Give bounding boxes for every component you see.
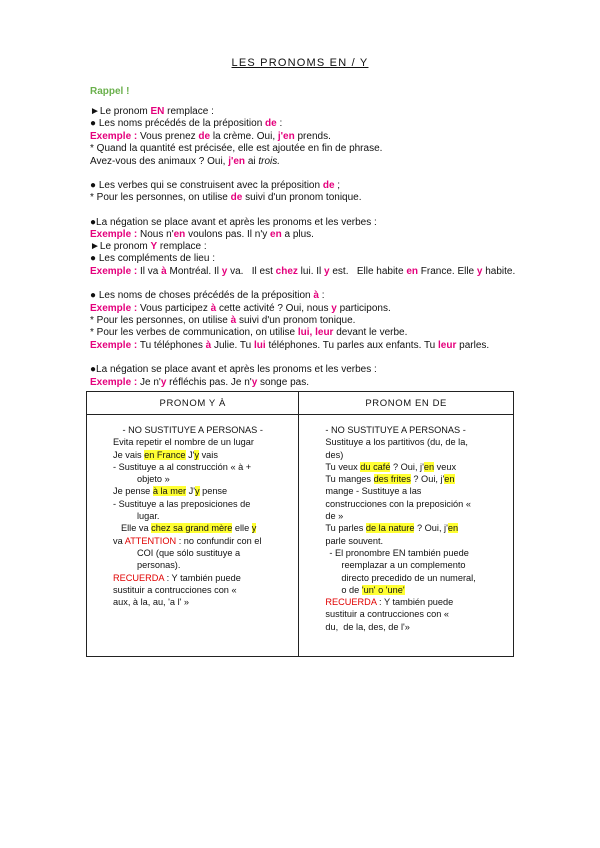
- table-cell-en: - NO SUSTITUYE A PERSONAS - Sustituye a los partitivos (du, de la, des) Tu veux du café ? Oui, j'en veux Tu manges des frites ? Oui, j'en mange - Sustituye a las construcciones con la preposición « de » Tu parles de la nature ? Oui, j'en parle souvent. - El pronombre EN también puede reemplazar a un complemento directo precedido de un numeral, o de 'un' o 'une' RECUERDA : Y también puede sustituir a contrucciones con « du, de la, des, de l'»: [299, 415, 514, 657]
- en-line-3: * Quand la quantité est précisée, elle est ajoutée en fin de phrase.: [90, 143, 383, 155]
- comparison-table: [86, 391, 514, 657]
- page-title: LES PRONOMS EN / Y: [231, 57, 369, 69]
- y-heading: ►Le pronom Y remplace :: [90, 241, 207, 252]
- table-header-y: PRONOM Y À: [87, 392, 299, 415]
- y-section: [90, 241, 515, 389]
- table-header-en: PRONOM EN DE: [299, 392, 514, 415]
- en-section: [90, 106, 382, 242]
- y-line-9: Exemple : Je n'y réfléchis pas. Je n'y songe pas.: [90, 376, 309, 388]
- y-line-1: ● Les compléments de lieu :: [90, 253, 215, 265]
- y-line-8: ●La négation se place avant et après les pronoms et les verbes :: [90, 364, 377, 376]
- y-line-3: ● Les noms de choses précédés de la préposition à :: [90, 290, 325, 302]
- rappel-heading: Rappel !: [90, 86, 130, 97]
- en-line-5: ● Les verbes qui se construisent avec la préposition de ;: [90, 180, 341, 192]
- y-line-4: Exemple : Vous participez à cette activité ? Oui, nous y participons.: [90, 302, 391, 314]
- y-line-6: * Pour les verbes de communication, on utilise lui, leur devant le verbe.: [90, 327, 408, 339]
- en-line-6: * Pour les personnes, on utilise de suivi d'un pronom tonique.: [90, 192, 362, 204]
- en-heading: ►Le pronom EN remplace :: [90, 106, 214, 117]
- y-line-7: Exemple : Tu téléphones à Julie. Tu lui téléphones. Tu parles aux enfants. Tu leur parles.: [90, 339, 490, 351]
- en-line-4: Avez-vous des animaux ? Oui, j'en ai trois.: [90, 155, 281, 167]
- en-line-1: ● Les noms précédés de la préposition de :: [90, 118, 283, 130]
- en-line-8: Exemple : Nous n'en voulons pas. Il n'y en a plus.: [90, 229, 314, 241]
- en-line-7: ●La négation se place avant et après les pronoms et les verbes :: [90, 216, 377, 228]
- en-line-2: Exemple : Vous prenez de la crème. Oui, j'en prends.: [90, 130, 331, 142]
- y-line-2: Exemple : Il va à Montréal. Il y va. Il est chez lui. Il y est. Elle habite en France. Elle y habite.: [90, 265, 516, 277]
- y-line-5: * Pour les personnes, on utilise à suivi d'un pronom tonique.: [90, 315, 356, 327]
- table-cell-y: - NO SUSTITUYE A PERSONAS - Evita repetir el nombre de un lugar Je vais en France J'y vais - Sustituye a al construcción « à + objeto » Je pense à la mer J'y pense - Sustituye a las preposiciones de lugar. Elle va chez sa grand mère elle y va ATTENTION : no confundir con el COI (que sólo sustituye a personas). RECUERDA : Y también puede sustituir a contrucciones con « aux, à la, au, 'a l' »: [87, 415, 299, 657]
